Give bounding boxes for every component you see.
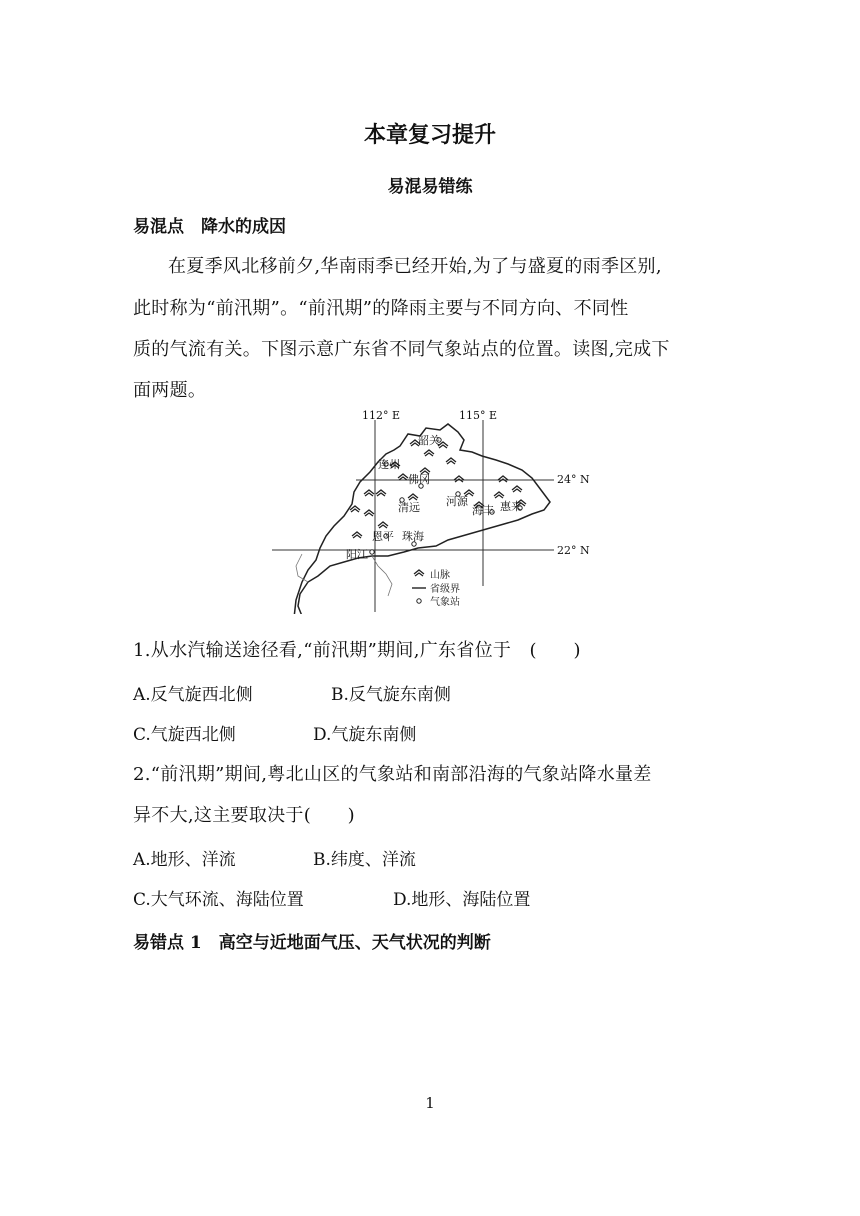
page-number: 1 xyxy=(425,1094,435,1112)
legend-label: 省级界 xyxy=(430,584,460,595)
answer-option: D.气旋东南侧 xyxy=(313,725,417,745)
intro-paragraph-line: 面两题。 xyxy=(133,380,207,401)
answer-option: C.气旋西北侧 xyxy=(133,725,236,745)
station-label: 阳江 xyxy=(346,548,368,561)
station-label: 河源 xyxy=(446,495,468,508)
lon-label: 115° E xyxy=(459,409,498,422)
station-label: 恩平 xyxy=(372,530,394,543)
legend-label: 气象站 xyxy=(430,597,460,608)
legend-label: 山脉 xyxy=(430,570,450,581)
station-label: 惠来 xyxy=(500,500,522,513)
guangdong-station-map xyxy=(268,406,598,614)
mountain-icon xyxy=(350,440,526,538)
station-label: 连州 xyxy=(378,458,400,471)
answer-option: D.地形、海陆位置 xyxy=(393,890,531,910)
question-stem: 2.“前汛期”期间,粤北山区的气象站和南部沿海的气象站降水量差 xyxy=(133,764,652,785)
question-stem: 1.从水汽输送途径看,“前汛期”期间,广东省位于 ( ) xyxy=(133,640,581,661)
lat-label: 22° N xyxy=(557,544,590,557)
station-label: 海丰 xyxy=(472,504,494,517)
station-label: 珠海 xyxy=(402,530,424,543)
answer-option: B.反气旋东南侧 xyxy=(331,685,451,705)
page-title: 本章复习提升 xyxy=(363,122,496,148)
section-heading-pressure-weather: 易错点 1 高空与近地面气压、天气状况的判断 xyxy=(133,933,491,953)
mountain-icon xyxy=(414,570,424,576)
intro-paragraph-line: 此时称为“前汛期”。“前汛期”的降雨主要与不同方向、不同性 xyxy=(133,298,629,319)
intro-paragraph-line: 质的气流有关。下图示意广东省不同气象站点的位置。读图,完成下 xyxy=(133,339,670,360)
section-heading-precipitation: 易混点 降水的成因 xyxy=(133,217,286,237)
station-label: 韶关 xyxy=(418,434,440,447)
intro-paragraph-line: 在夏季风北移前夕,华南雨季已经开始,为了与盛夏的雨季区别, xyxy=(168,256,662,277)
station-circle-icon xyxy=(417,599,421,603)
station-label: 佛冈 xyxy=(408,473,430,486)
lon-label: 112° E xyxy=(362,409,401,422)
answer-option: B.纬度、洋流 xyxy=(313,850,416,870)
lat-label: 24° N xyxy=(557,473,590,486)
answer-option: C.大气环流、海陆位置 xyxy=(133,890,304,910)
station-label: 清远 xyxy=(398,501,420,514)
answer-option: A.反气旋西北侧 xyxy=(133,685,253,705)
page-subtitle: 易混易错练 xyxy=(387,177,473,197)
answer-option: A.地形、洋流 xyxy=(133,850,236,870)
question-stem: 异不大,这主要取决于( ) xyxy=(133,805,355,826)
